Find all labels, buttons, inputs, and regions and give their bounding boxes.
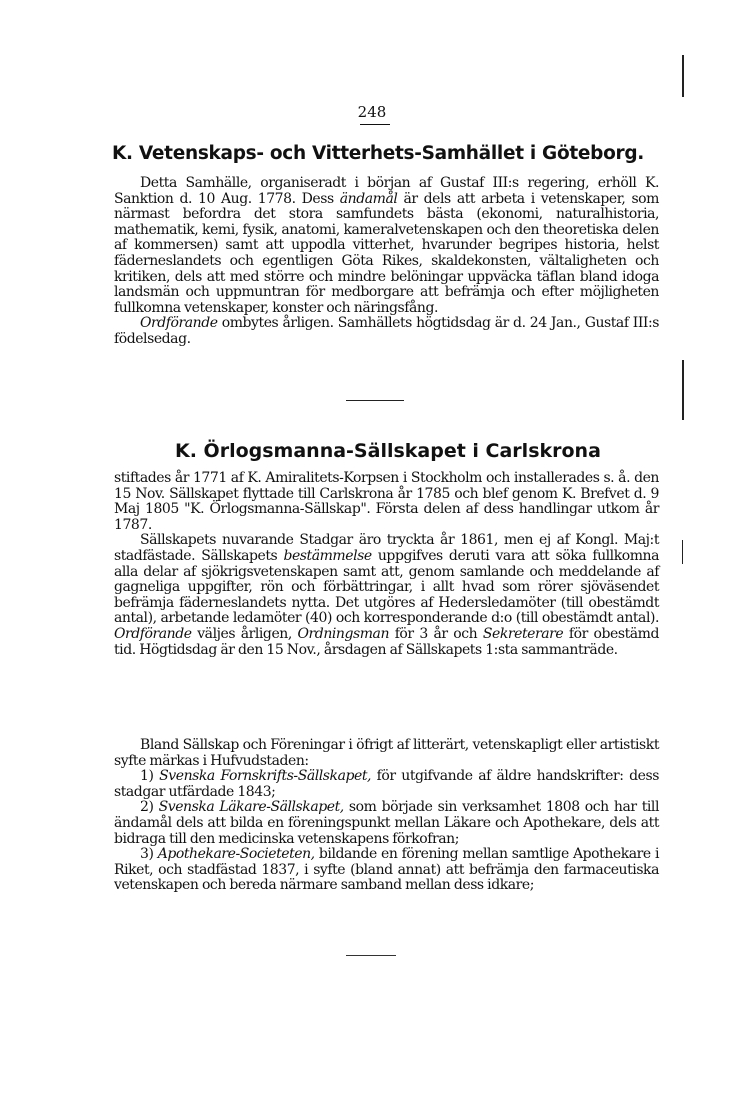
paragraph: stiftades år 1771 af K. Amiralitets-Korpsen i Stockholm och installerades s. å. den 15 Nov. Sällskapet flyttade till Carlskrona år 1785 och blef genom K. Brefvet d. 9 Maj 1805 "K. Örlogsmanna-Sällskap". Första delen af dess handlingar utkom år 1787. bbox=[114, 470, 659, 533]
item-number: 1) bbox=[140, 768, 160, 785]
text-run: väljes årligen, bbox=[191, 625, 298, 642]
section-body-societies bbox=[114, 738, 659, 894]
text-run: är dels att arbeta i vetenskaper, som närmast befordra det stora samfundets bästa (ekonomi, naturalhistoria, mathematik, kemi, fysik, anatomi, kameralvetenskapen och den theoretiska delen af kommersen) samt att uppodla vitterhet, hvarunder begripes historia, helst fäderneslandets och egentligen Göta Rikes, skaldekonsten, vältaligheten och kritiken, dels att med större och mindre belöningar uppväcka täflan bland idoga landsmän och uppmuntran för medborgare att befrämja och efter möjligheten fullkomna vetenskaper, konster och näringsfång. bbox=[114, 190, 659, 316]
text-run: för utgifvande af äldre handskrifter: dess stadgar utfärdade 1843; bbox=[114, 768, 659, 800]
italic-term: Sekreterare bbox=[482, 625, 564, 642]
italic-term: Apothekare-Societeten, bbox=[157, 846, 315, 863]
paragraph: Bland Sällskap och Föreningar i öfrigt af litterärt, vetenskapligt eller artistiskt syfte märkas i Hufvudstaden: bbox=[114, 737, 659, 769]
italic-term: bestämmelse bbox=[283, 547, 372, 564]
section-body-carlskrona bbox=[114, 471, 659, 658]
paragraph bbox=[114, 533, 659, 658]
text-run: för 3 år och bbox=[389, 625, 483, 642]
italic-term: Ordförande bbox=[114, 625, 192, 642]
paragraph bbox=[114, 176, 659, 316]
text-run: bildande en förening mellan samtlige Apothekare i Riket, och stadfästad 1837, i syfte (bland annat) att befrämja den farmaceutiska vetenskapen och bereda närmare samband mellan dess idkare; bbox=[114, 846, 659, 894]
text-run: uppgifves deruti vara att söka fullkomna alla delar af sjökrigsvetenskapen samt att, genom samlande och meddelande af gagneliga uppgifter, rön och förbättringar, i allt hvad som rörer sjöväsendet befrämja fäderneslandets nytta. Det utgöres af Hedersledamöter (till obestämdt antal), arbetande ledamöter (40) och korresponderande d:o (till obestämdt antal). bbox=[114, 547, 659, 627]
item-number: 2) bbox=[140, 799, 159, 816]
scan-edge-mark bbox=[682, 360, 684, 420]
section-title-goteborg: K. Vetenskaps- och Vitterhets-Samhället i Göteborg. bbox=[112, 143, 644, 164]
italic-term: ändamål bbox=[339, 190, 398, 207]
closing-rule bbox=[346, 955, 396, 956]
list-item bbox=[114, 800, 659, 847]
item-number: 3) bbox=[140, 846, 158, 863]
italic-term: Svenska Fornskrifts-Sällskapet, bbox=[159, 768, 371, 785]
list-item bbox=[114, 769, 659, 800]
text-run: Sällskapets nuvarande Stadgar äro tryckta år 1861, men ej af Kongl. Maj:t stadfästade. Sällskapets bbox=[114, 532, 659, 564]
italic-term: Svenska Läkare-Sällskapet, bbox=[158, 799, 344, 816]
page-number: 248 bbox=[357, 103, 387, 121]
text-run: ombytes årligen. Samhällets högtidsdag är d. 24 Jan., Gustaf III:s födelsedag. bbox=[114, 315, 659, 347]
text-run: Detta Samhälle, organiseradt i början af Gustaf III:s regering, erhöll K. Sanktion d. 10 Aug. 1778. Dess bbox=[114, 175, 659, 207]
paragraph bbox=[114, 316, 659, 347]
section-divider bbox=[346, 400, 404, 401]
page-number-rule bbox=[360, 124, 390, 125]
section-title-carlskrona: K. Örlogsmanna-Sällskapet i Carlskrona bbox=[175, 440, 601, 462]
italic-term: Ordningsman bbox=[297, 625, 390, 642]
scan-edge-mark bbox=[682, 540, 683, 564]
section-body-goteborg bbox=[114, 176, 659, 348]
italic-term: Ordförande bbox=[140, 315, 218, 332]
list-item bbox=[114, 847, 659, 894]
scan-edge-mark bbox=[682, 55, 684, 97]
text-run: för obestämd tid. Högtidsdag är den 15 Nov., årsdagen af Sällskapets 1:sta sammanträde. bbox=[114, 625, 659, 658]
text-run: som började sin verksamhet 1808 och har till ändamål dels att bilda en föreningspunkt mellan Läkare och Apothekare, dels att bidraga till den medicinska vetenskapens förkofran; bbox=[114, 799, 659, 847]
